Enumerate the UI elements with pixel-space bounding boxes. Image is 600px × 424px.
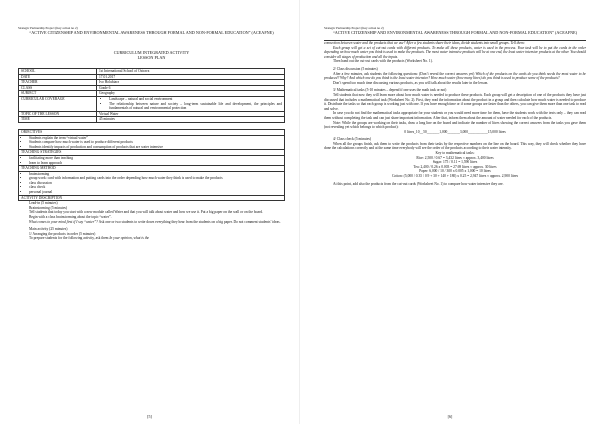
method-item: • group work: card with information and putting cards into the order depending how much water they think is used to make the products — [29, 176, 282, 181]
method-heading: TEACHING METHOD — [18, 165, 285, 171]
step-heading: 2/ Class discussion (5 minutes) — [333, 66, 378, 71]
info-value — [97, 96, 285, 111]
info-key: CURRICULAR COVERAGE — [19, 96, 97, 111]
paragraph: Tell students that now they will learn more about how much water is needed to produce these products. Each group will get a description of one of the products they have just discussed that includes a mathematical task (Worksheet No. 2). First, they read the information about the product in a group and then calculate how much water is needed to produce it. Distribute the tasks so that each group is working just with one. If you have enough time or if some groups are faster than the others, you can give them more than one task to read and solve. — [324, 92, 586, 111]
step-heading: 4/ Class check (5 minutes) — [333, 137, 372, 142]
lesson-info-table — [18, 68, 285, 123]
activity-paragraph: Begin with a class brainstorming about the topic “water”. — [29, 215, 112, 220]
paragraph-text: Ask one or two students to write down everything they hear from the students on a big paper. Do not comment students’ ideas. — [97, 219, 281, 224]
objective-item: • Students explain the term “virtual water” — [29, 136, 282, 141]
strategy-item: • learn to learn approach — [29, 161, 282, 166]
project-line: Strategic Partnership Project (Key action no 2) — [18, 26, 78, 30]
objectives-heading: OBJECTIVES — [18, 129, 285, 135]
paragraph-text: To prepare students for the following activity, ask them — [29, 236, 110, 241]
question-text: connection between water and the products that we use? After a few students share their ideas, divide students into small groups. Tell them: — [324, 41, 525, 45]
key-item: Sugar: 175 / 0.11 = 1,590 litres — [432, 160, 478, 165]
page-number: [6] — [447, 414, 453, 420]
activity-heading: ACTIVITY DESCRIPTION — [18, 195, 285, 202]
paragraph — [324, 46, 586, 60]
project-title: “ACTIVE CITIZENSHIP AND ENVIRONMENTAL AWARENESS THROUGH FORMAL AND NON-FORMAL EDUCATION” (ACEAFNE) — [29, 30, 274, 35]
instruction-text: Each group will get a set of cut-out cards with different products. To make all these products, water is used in the process. Your task will be to put the cards in the order depending on how much water you think is used to make the products. The most water intensive products will be at one end, the least water intensive products at the other. You should consider all stages of production and all the inputs. — [324, 45, 586, 59]
info-key: DATE — [19, 74, 97, 80]
coverage-item: • The relationship between nature and society – long-term sustainable life and development, the principles and fundamentals of natural and environmental protection — [109, 102, 282, 111]
info-value: Grade 6 — [97, 85, 285, 91]
paragraph: Then hand out the cut-out cards with the products (Worksheet No. 1). — [333, 59, 433, 64]
key-item: Cotton: (5,000 / 0.35 / 0.9 + 30 + 140 + 180) x 0.25 = 2,947 litres ≈ approx. 2,900 litres — [392, 174, 518, 179]
paragraph: Note: While the groups are working on their tasks, draw a long line on the board and indicate the number of litres showing the correct answers from the tasks you gave them (not revealing yet which belongs to which product): — [324, 120, 586, 130]
project-title: “ACTIVE CITIZENSHIP AND ENVIRONMENTAL AWARENESS THROUGH FORMAL AND NON-FORMAL EDUCATION” (ACEAFNE) — [332, 30, 578, 35]
page-number: [5] — [147, 414, 152, 420]
info-key: SUBJECT — [19, 91, 97, 97]
strategies-section — [18, 155, 285, 165]
plan-title-2: LESSON PLAN — [137, 55, 166, 60]
info-key: SCHOOL — [19, 69, 97, 75]
coverage-item: • Landscape – natural and social environment — [109, 97, 282, 102]
activity-continued — [324, 40, 586, 186]
question-text: What comes to your mind first if I say “water”? — [29, 219, 98, 224]
info-value: Virtual Water — [97, 111, 285, 117]
number-line: 0 litres_10__50_______1,000_______3,000___________15,000 litres — [404, 129, 506, 134]
step-heading: 3/ Mathematical tasks (5-10 minutes – depend if one uses the math task or not) — [333, 88, 447, 93]
key-item: Paper: 6,000 / 10 / 300 x 0.005 x 1,000 = 10 litres — [419, 169, 491, 174]
paragraph: Don’t spend too much time discussing various products, as you will talk about the results later in the lesson. — [333, 80, 489, 85]
objective-item: • Students compare how much water is used to produce different products — [29, 140, 282, 145]
info-key: CLASS — [19, 85, 97, 91]
project-line: Strategic Partnership Project (Key action no 2) — [324, 26, 384, 30]
paragraph-text: After a few minutes, ask students the following questions: (Don’t reveal the correct answers yet) — [333, 71, 476, 76]
method-item: • personal journal — [29, 190, 282, 195]
key-item: Tea: 2,400 / 0.26 x 0.003 = 27.69 litres ≈ approx. 30 litres — [413, 164, 497, 169]
paragraph: In case you do not find the mathematical tasks appropriate for your students or you would need more time for them, have the students work with the texts only – they can read them without completing the task and can just share important information. After that, inform them about the amount of water needed for each of the products. — [324, 111, 586, 120]
activity-line: Brainstorming (5 minutes) — [29, 205, 68, 210]
info-row-time — [19, 117, 285, 123]
info-key: TOPIC OF THE LESSON — [19, 111, 97, 117]
paragraph — [324, 72, 586, 81]
paragraph: At this point, add also the products from the cut-out cards (Worksheet No. 1) to compare how water intensive they are. — [333, 181, 504, 186]
paragraph: When all the groups finish, ask them to write the products from their tasks by the respective numbers on the line on the board. This way, they will check whether they have done the calculations correctly and at the same time everybody will see the order of the products according to their water intensity. — [324, 141, 586, 151]
info-key: TIME — [19, 117, 97, 123]
activity-paragraph — [20, 236, 283, 241]
activity-section — [18, 201, 285, 241]
info-value: 1st International School of Ostrava — [97, 69, 285, 75]
info-value: 17.01.2017 — [97, 74, 285, 80]
method-item: • brainstorming — [29, 172, 282, 177]
step-heading: 1/ Arranging the products in order (5 minutes) — [29, 231, 96, 236]
method-item: • class check — [29, 185, 282, 190]
activity-paragraph — [20, 220, 283, 225]
plan-title-1: CURRICULUM INTEGRATED ACTIVITY — [113, 50, 190, 55]
objectives-section — [18, 135, 285, 150]
document-page-right — [300, 0, 600, 424]
strategy-item: • facilitating more than teaching — [29, 156, 282, 161]
key-heading: Key to mathematical tasks: — [435, 151, 475, 156]
objective-item: • Students identify impacts of production and consumption of products that are water intensive — [29, 145, 282, 150]
question-text: In your opinion, what is the — [109, 236, 150, 241]
method-section — [18, 171, 285, 195]
info-value: Geography — [97, 91, 285, 97]
activity-line: Lead-in (5 minutes) — [29, 201, 58, 206]
info-key: TEACHER — [19, 80, 97, 86]
main-activity-heading: Main activity (25 minutes) — [29, 227, 68, 232]
question-text: Which of the products on the cards do you think needs the most water to be produced? Why? And which one do you think is the least water intensive? How much water (how many litres) do you think is used to produce some of the products? — [324, 71, 587, 81]
key-item: Rice: 2,500 / 0.67 = 3,432 litres ≈ approx. 3,400 litres — [416, 155, 494, 160]
info-value: Ivo Holubiarz — [97, 80, 285, 86]
method-item: • class discussion — [29, 181, 282, 186]
info-row-coverage — [19, 96, 285, 111]
info-value: 45 minutes — [97, 117, 285, 123]
strategies-heading: TEACHING STRATEGIES — [18, 149, 285, 155]
activity-paragraph: Tell students that today you start with a new module called Water and that you will talk about water and how we use it. Put a big paper on the wall or on the board. — [29, 210, 263, 215]
